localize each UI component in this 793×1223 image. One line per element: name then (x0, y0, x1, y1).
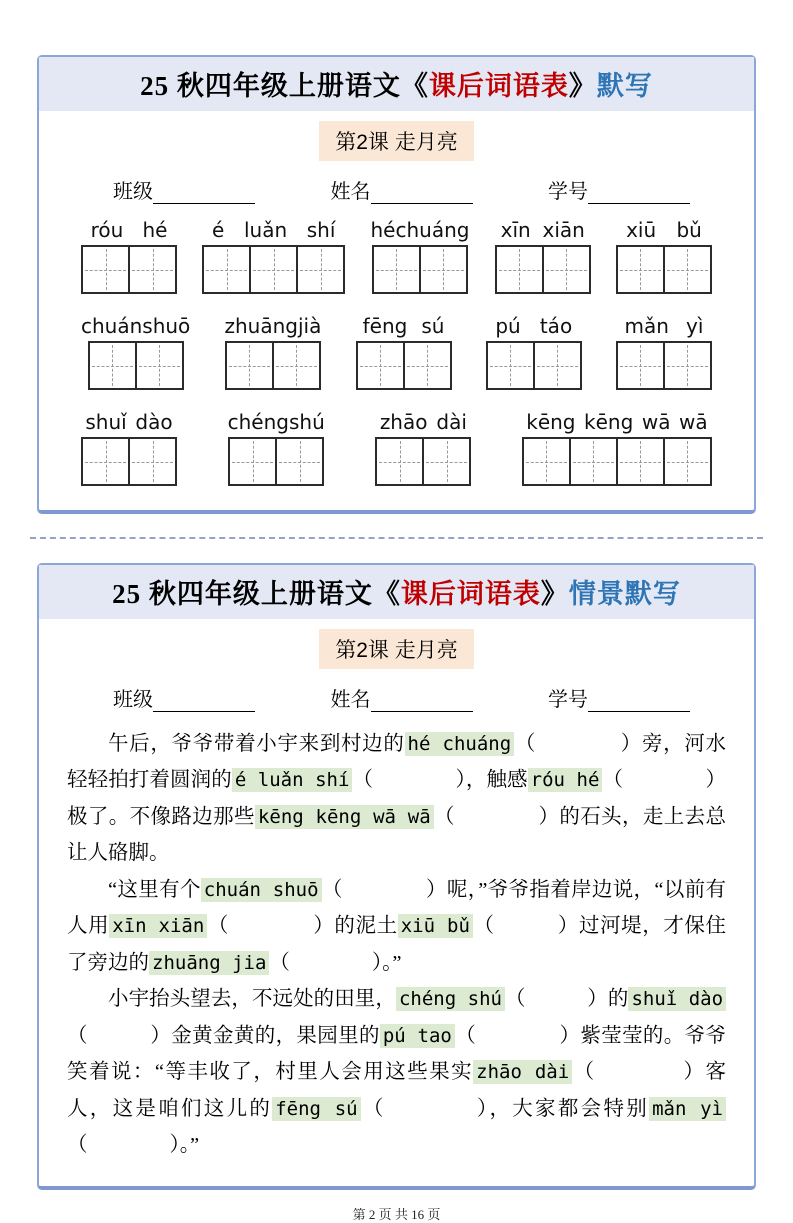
pinyin-label (81, 410, 177, 434)
pinyin-syllable: luǎn (243, 218, 288, 242)
class-label: 班级 (113, 689, 153, 711)
hanzi-writing-box (522, 437, 571, 486)
pinyin-blank-cue: zhuāng jia (149, 951, 269, 975)
panel2-title (39, 565, 754, 619)
name-field (331, 175, 473, 204)
passage-text: （ ）呢，”爷爷指着岸边说，“以前有人用 (67, 878, 726, 938)
passage-text: （ ），大家都会特别 (360, 1097, 650, 1120)
word-grid-row (81, 218, 712, 294)
pinyin-syllable: yì (686, 314, 704, 338)
passage-text: 小宇抬头望去，不远处的田里， (108, 988, 396, 1011)
pinyin-blank-cue: fēng sú (272, 1097, 360, 1121)
word-group (202, 218, 345, 294)
writing-boxes (486, 341, 582, 390)
hanzi-writing-box (616, 437, 665, 486)
word-group (225, 314, 322, 390)
pinyin-blank-cue: hé chuáng (405, 732, 515, 756)
passage-text: （ ）紫莹莹的。爷爷笑着说：“等丰收了，村里人会用这些果实 (67, 1024, 727, 1084)
word-group (371, 218, 470, 294)
panel1-lesson-badge: 第2课 走月亮 (319, 121, 474, 161)
pinyin-blank-cue: kēng kēng wā wā (255, 805, 434, 829)
pinyin-blank-cue: pú tao (380, 1024, 455, 1048)
hanzi-writing-box (542, 245, 591, 294)
pinyin-syllable: é (212, 218, 225, 242)
hanzi-writing-box (88, 341, 137, 390)
passage-text: （ ）的 (504, 988, 629, 1011)
passage-text: （ ）的泥土 (207, 915, 398, 938)
hanzi-writing-box (81, 437, 130, 486)
word-group (486, 314, 582, 390)
pinyin-syllable: pú (495, 314, 521, 338)
pinyin-label (486, 314, 582, 338)
passage-text: （ ）。” (269, 951, 402, 974)
panel2-title-suffix: 情景默写 (568, 579, 681, 609)
name-blank (371, 184, 473, 204)
pinyin-syllable: hé (142, 218, 168, 242)
pinyin-syllable: xiū (626, 218, 657, 242)
panel1-title (39, 57, 754, 111)
page-footer (37, 1204, 756, 1223)
hanzi-writing-box (275, 437, 324, 486)
hanzi-writing-box (486, 341, 535, 390)
pinyin-label (81, 218, 177, 242)
hanzi-writing-box (356, 341, 405, 390)
passage-text: （ ），触感 (352, 769, 528, 792)
writing-boxes (495, 245, 591, 294)
hanzi-writing-box (372, 245, 421, 294)
pinyin-blank-cue: zhāo dài (473, 1060, 572, 1084)
pinyin-syllable: róu (90, 218, 124, 242)
pinyin-syllable: wā (679, 410, 708, 434)
pinyin-syllable: táo (539, 314, 573, 338)
passage-text: 午后，爷爷带着小宇来到村边的 (108, 733, 405, 755)
pinyin-syllable: jià (297, 314, 322, 338)
word-group (356, 314, 452, 390)
panel2-lesson-wrap (39, 629, 754, 669)
hanzi-writing-box (128, 245, 177, 294)
pinyin-syllable: dào (135, 410, 173, 434)
writing-boxes (88, 341, 184, 390)
pinyin-syllable: sú (421, 314, 445, 338)
pinyin-syllable: hé (370, 218, 396, 242)
pinyin-syllable: wā (641, 410, 671, 434)
student-id-blank (588, 184, 690, 204)
hanzi-writing-box (403, 341, 452, 390)
class-blank (153, 692, 255, 712)
writing-boxes (375, 437, 471, 486)
hanzi-writing-box (225, 341, 274, 390)
word-grid-row (81, 410, 712, 486)
pinyin-label (81, 314, 190, 338)
hanzi-writing-box (616, 341, 665, 390)
page-number-text: 第 2 页 共 16 页 (352, 1206, 441, 1222)
panel1-title-book: 课后词语表 (428, 71, 569, 101)
writing-boxes (81, 437, 177, 486)
hanzi-writing-box (272, 341, 321, 390)
pinyin-blank-cue: róu hé (528, 768, 603, 792)
hanzi-writing-box (81, 245, 130, 294)
panel2-meta-row (39, 683, 754, 712)
hanzi-writing-box (533, 341, 582, 390)
pinyin-syllable: zhuāng (224, 314, 298, 338)
hanzi-writing-box (663, 437, 712, 486)
class-field (113, 175, 255, 204)
pinyin-label (228, 410, 325, 434)
hanzi-writing-box (249, 245, 298, 294)
panel2-title-open-bracket: 《 (372, 579, 401, 609)
pinyin-syllable: shí (306, 218, 336, 242)
pinyin-blank-cue: é luǎn shí (232, 768, 353, 792)
word-grid-rows (39, 214, 754, 510)
pinyin-label (375, 410, 471, 434)
word-group (616, 218, 712, 294)
word-group (616, 314, 712, 390)
passage-text: （ ）。” (67, 1134, 200, 1157)
passage-text: （ ）旁，河水轻轻拍打着圆润的 (67, 733, 727, 792)
pinyin-blank-cue: xiū bǔ (398, 914, 473, 938)
hanzi-writing-box (375, 437, 424, 486)
pinyin-label (495, 218, 591, 242)
hanzi-writing-box (663, 245, 712, 294)
name-field (331, 683, 473, 712)
word-group (375, 410, 471, 486)
writing-boxes (225, 341, 321, 390)
pinyin-blank-cue: shuǐ dào (628, 987, 726, 1011)
panel2-lesson-badge: 第2课 走月亮 (319, 629, 474, 669)
writing-boxes (81, 245, 177, 294)
hanzi-writing-box (422, 437, 471, 486)
word-group (81, 218, 177, 294)
pinyin-syllable: shú (288, 410, 325, 434)
pinyin-syllable: mǎn (624, 314, 669, 338)
panel2-title-close-bracket: 》 (540, 579, 569, 609)
hanzi-writing-box (495, 245, 544, 294)
panel1-title-prefix: 25 秋四年级上册语文 (140, 71, 401, 101)
student-id-blank (588, 692, 690, 712)
name-label: 姓名 (330, 689, 371, 711)
word-group (228, 410, 325, 486)
writing-boxes (228, 437, 324, 486)
passage-text: “这里有个 (108, 878, 201, 901)
panel2-title-prefix: 25 秋四年级上册语文 (112, 579, 373, 609)
hanzi-writing-box (128, 437, 177, 486)
pinyin-blank-cue: chuán shuō (201, 878, 322, 902)
pinyin-syllable: zhāo (379, 410, 428, 434)
pinyin-label (202, 218, 345, 242)
name-label: 姓名 (330, 181, 371, 203)
writing-boxes (616, 341, 712, 390)
class-field (113, 683, 255, 712)
pinyin-label (356, 314, 452, 338)
hanzi-writing-box (135, 341, 184, 390)
hanzi-writing-box (569, 437, 618, 486)
pinyin-syllable: kēng (584, 410, 634, 434)
panel1-lesson-wrap (39, 121, 754, 161)
panel1-title-open-bracket: 《 (400, 71, 429, 101)
pinyin-label (225, 314, 322, 338)
pinyin-syllable: fēng (362, 314, 408, 338)
panel1-title-suffix: 默写 (596, 71, 653, 101)
writing-boxes (356, 341, 452, 390)
panel1-meta-row (39, 175, 754, 204)
pinyin-syllable: chéng (227, 410, 289, 434)
passage-text: （ ）金黄金黄的，果园里的 (67, 1024, 380, 1047)
contextual-dictation-panel (37, 563, 756, 1190)
panel2-title-book: 课后词语表 (400, 579, 541, 609)
panel1-title-close-bracket: 》 (568, 71, 597, 101)
pinyin-label (616, 314, 712, 338)
writing-boxes (372, 245, 468, 294)
pinyin-label (371, 218, 470, 242)
pinyin-label (616, 218, 712, 242)
hanzi-writing-box (296, 245, 345, 294)
pinyin-label (522, 410, 712, 434)
pinyin-syllable: dài (436, 410, 467, 434)
writing-boxes (202, 245, 345, 294)
passage-text: （ ）过河堤，才保住了旁边的 (67, 915, 727, 974)
pinyin-blank-cue: xīn xiān (109, 914, 207, 938)
pinyin-syllable: bǔ (676, 218, 702, 242)
word-grid-row (81, 314, 712, 390)
pinyin-syllable: shuǐ (85, 410, 127, 434)
student-id-field (548, 683, 690, 712)
name-blank (371, 692, 473, 712)
word-group (522, 410, 712, 486)
pinyin-syllable: chuáng (395, 218, 470, 242)
pinyin-syllable: xiān (542, 218, 585, 242)
writing-boxes (522, 437, 712, 486)
passage (39, 722, 754, 1186)
hanzi-writing-box (663, 341, 712, 390)
dashed-separator (30, 537, 763, 539)
pinyin-syllable: xīn (500, 218, 531, 242)
class-blank (153, 184, 255, 204)
hanzi-writing-box (419, 245, 468, 294)
pinyin-blank-cue: mǎn yì (649, 1097, 726, 1121)
passage-paragraph (67, 981, 726, 1163)
word-group (81, 410, 177, 486)
passage-paragraph (67, 872, 726, 981)
word-group (495, 218, 591, 294)
passage-paragraph (67, 726, 726, 872)
passage-text: （ ）极了。不像路边那些 (67, 769, 727, 828)
hanzi-writing-box (202, 245, 251, 294)
hanzi-writing-box (228, 437, 277, 486)
student-id-label: 学号 (548, 689, 588, 711)
class-label: 班级 (113, 181, 153, 203)
passage-text: （ ）客人，这是咱们这儿的 (67, 1061, 727, 1120)
writing-boxes (616, 245, 712, 294)
passage-text: （ ）的石头，走上去总让人硌脚。 (67, 805, 727, 865)
student-id-field (548, 175, 690, 204)
hanzi-writing-box (616, 245, 665, 294)
pinyin-syllable: shuō (142, 314, 191, 338)
word-group (81, 314, 190, 390)
pinyin-syllable: kēng (526, 410, 576, 434)
dictation-panel (37, 55, 756, 514)
student-id-label: 学号 (548, 181, 588, 203)
pinyin-blank-cue: chéng shú (396, 987, 505, 1011)
pinyin-syllable: chuán (81, 314, 143, 338)
